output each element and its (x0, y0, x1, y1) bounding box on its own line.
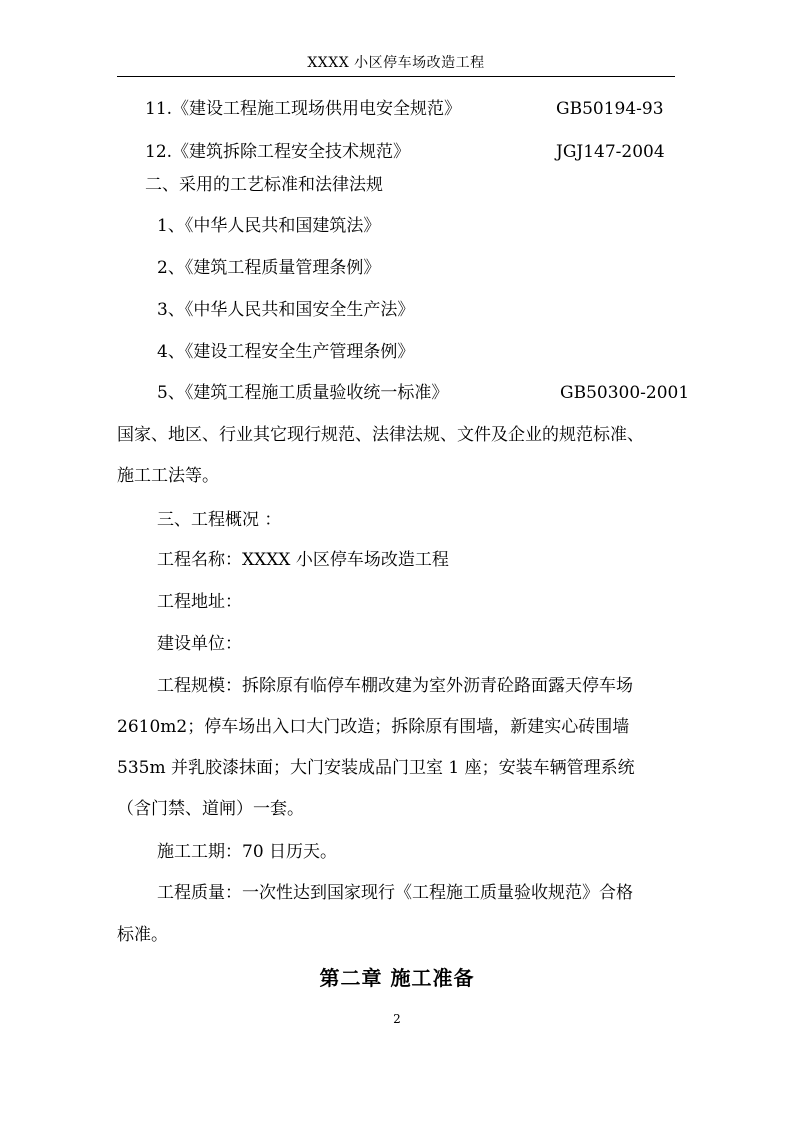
chapter-title: 第二章 施工准备 (319, 966, 475, 990)
project-builder: 建设单位： (157, 634, 242, 654)
law-item-1: 1、《中华人民共和国建筑法》 (157, 216, 381, 236)
page-number: 2 (393, 1012, 401, 1026)
project-scale-line-2: 2610m2；停车场出入口大门改造；拆除原有围墙，新建实心砖围墙 (117, 717, 630, 737)
project-name: 工程名称：XXXX 小区停车场改造工程 (157, 550, 449, 570)
project-quality-line-1: 工程质量：一次性达到国家现行《工程施工质量验收规范》合格 (157, 883, 633, 903)
law-item-4: 4、《建设工程安全生产管理条例》 (157, 342, 415, 362)
project-period: 施工工期：70 日历天。 (157, 842, 338, 862)
law-item-5: 5、《建筑工程施工质量验收统一标准》 (157, 383, 449, 403)
standard-item-11: 11.《建设工程施工现场供用电安全规范》 (145, 99, 462, 119)
standard-item-12: 12.《建筑拆除工程安全技术规范》 (145, 142, 411, 162)
law-code-5: GB50300-2001 (560, 383, 690, 403)
note-line-1: 国家、地区、行业其它现行规范、法律法规、文件及企业的规范标准、 (117, 425, 644, 445)
law-item-3: 3、《中华人民共和国安全生产法》 (157, 300, 415, 320)
project-scale-line-3: 535m 并乳胶漆抹面；大门安装成品门卫室 1 座；安装车辆管理系统 (117, 758, 635, 778)
section3-heading: 三、工程概况 ： (157, 510, 282, 530)
project-scale-line-4: （含门禁、道闸）一套。 (117, 799, 304, 819)
law-item-2: 2、《建筑工程质量管理条例》 (157, 258, 381, 278)
standard-code-12: JGJ147-2004 (556, 142, 665, 162)
project-quality-line-2: 标准。 (117, 925, 168, 945)
page-header: XXXX 小区停车场改造工程 (307, 55, 485, 71)
standard-code-11: GB50194-93 (556, 99, 664, 119)
section2-heading: 二、采用的工艺标准和法律法规 (145, 175, 383, 195)
note-line-2: 施工工法等。 (117, 466, 219, 486)
header-divider (117, 76, 675, 77)
project-scale-line-1: 工程规模：拆除原有临停车棚改建为室外沥青砼路面露天停车场 (157, 676, 633, 696)
project-address: 工程地址： (157, 592, 242, 612)
